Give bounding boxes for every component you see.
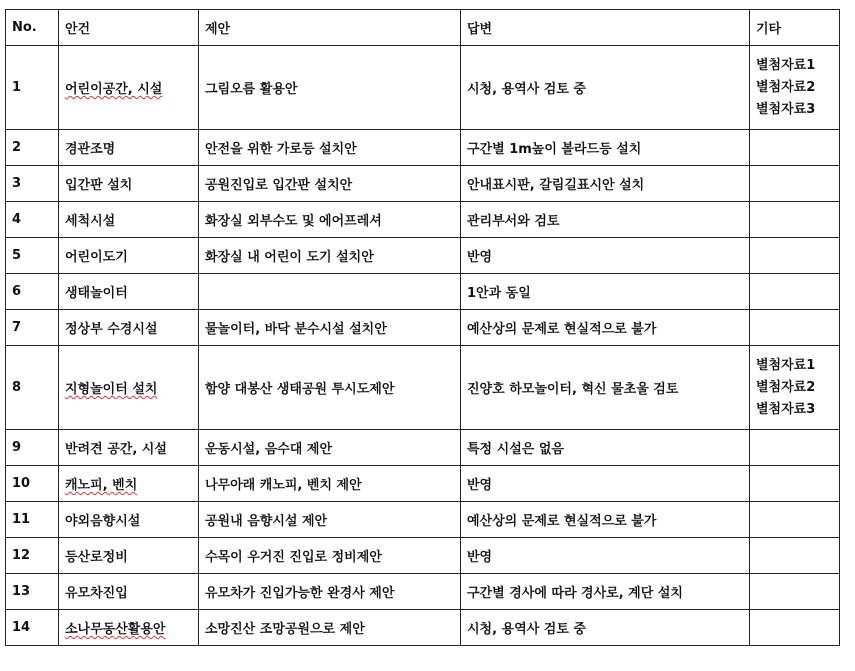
- cell-item-text: 어린이공간, 시설: [65, 82, 163, 97]
- cell-etc: [750, 430, 840, 466]
- cell-answer: [461, 310, 750, 346]
- cell-no: [6, 346, 59, 430]
- cell-proposal-text: 화장실 내 어린이 도기 설치안: [205, 250, 374, 265]
- cell-answer: [461, 502, 750, 538]
- table-row: [6, 130, 840, 166]
- cell-answer: [461, 130, 750, 166]
- cell-no-text: 4: [12, 212, 22, 227]
- cell-proposal-text: 그림오름 활용안: [205, 82, 298, 97]
- cell-proposal: [199, 538, 461, 574]
- table-row: [6, 430, 840, 466]
- cell-answer: [461, 574, 750, 610]
- table-body: [6, 46, 840, 646]
- cell-item-text: 입간판 설치: [65, 178, 133, 193]
- cell-proposal-text: 공원내 음향시설 제안: [205, 514, 328, 529]
- cell-no: [6, 202, 59, 238]
- cell-answer-text: 예산상의 문제로 현실적으로 불가: [467, 514, 657, 529]
- cell-no-text: 11: [12, 512, 31, 527]
- cell-answer-text: 예산상의 문제로 현실적으로 불가: [467, 322, 657, 337]
- header-etc: 기타: [750, 10, 840, 46]
- cell-item-text: 소나무동산활용안: [65, 622, 166, 637]
- cell-item: [59, 466, 199, 502]
- cell-no-text: 7: [12, 320, 22, 335]
- cell-item: [59, 202, 199, 238]
- header-proposal: 제안: [199, 10, 461, 46]
- cell-no-text: 13: [12, 584, 31, 599]
- cell-no: [6, 430, 59, 466]
- cell-no-text: 5: [12, 248, 22, 263]
- cell-answer: [461, 466, 750, 502]
- attachment-label: 별첨자료1: [756, 357, 816, 373]
- header-item: 안건: [59, 10, 199, 46]
- cell-item-text: 지형놀이터 설치: [65, 382, 158, 397]
- cell-no-text: 8: [12, 380, 22, 395]
- cell-proposal: [199, 466, 461, 502]
- cell-etc: [750, 166, 840, 202]
- cell-answer: [461, 610, 750, 646]
- table-row: [6, 310, 840, 346]
- cell-answer-text: 반영: [467, 478, 493, 493]
- cell-no-text: 9: [12, 440, 22, 455]
- cell-proposal-text: 수목이 우거진 진입로 정비제안: [205, 550, 382, 565]
- cell-no: [6, 130, 59, 166]
- cell-proposal: [199, 502, 461, 538]
- cell-answer-text: 특정 시설은 없음: [467, 442, 564, 457]
- cell-etc: [750, 310, 840, 346]
- cell-proposal-text: 물놀이터, 바닥 분수시설 설치안: [205, 322, 387, 337]
- cell-answer-text: 안내표시판, 갈림길표시안 설치: [467, 178, 645, 193]
- table-row: [6, 538, 840, 574]
- cell-answer: [461, 46, 750, 130]
- cell-no: [6, 502, 59, 538]
- proposal-table: [5, 9, 840, 646]
- cell-answer-text: 시청, 용역사 검토 중: [467, 622, 586, 637]
- cell-answer-text: 구간별 경사에 따라 경사로, 계단 설치: [467, 586, 683, 601]
- cell-etc: [750, 574, 840, 610]
- cell-item-text: 세척시설: [65, 214, 116, 229]
- table-row: [6, 166, 840, 202]
- header-no: No.: [6, 10, 59, 46]
- cell-proposal-text: 화장실 외부수도 및 에어프레셔: [205, 214, 382, 229]
- cell-item: [59, 610, 199, 646]
- table-row: [6, 610, 840, 646]
- cell-no-text: 6: [12, 284, 22, 299]
- cell-answer-text: 시청, 용역사 검토 중: [467, 82, 586, 97]
- table-row: [6, 202, 840, 238]
- cell-no: [6, 238, 59, 274]
- header-answer: 답변: [461, 10, 750, 46]
- cell-no-text: 10: [12, 476, 31, 491]
- cell-answer-text: 1안과 동일: [467, 286, 531, 301]
- cell-item: [59, 130, 199, 166]
- cell-answer-text: 구간별 1m높이 볼라드등 설치: [467, 142, 642, 157]
- cell-item: [59, 46, 199, 130]
- cell-item-text: 유모차진입: [65, 586, 128, 601]
- cell-item: [59, 538, 199, 574]
- cell-proposal-text: 나무아래 캐노피, 벤치 제안: [205, 478, 362, 493]
- table-row: [6, 46, 840, 130]
- cell-no: [6, 574, 59, 610]
- cell-proposal: [199, 274, 461, 310]
- attachment-label: 별첨자료2: [756, 379, 816, 395]
- attachment-label: 별첨자료1: [756, 57, 816, 73]
- cell-etc: [750, 274, 840, 310]
- cell-no-text: 2: [12, 140, 22, 155]
- cell-etc: [750, 238, 840, 274]
- cell-answer: [461, 430, 750, 466]
- table-row: [6, 502, 840, 538]
- cell-item-text: 생태놀이터: [65, 286, 128, 301]
- cell-no: [6, 466, 59, 502]
- cell-no: [6, 166, 59, 202]
- cell-etc: [750, 610, 840, 646]
- cell-proposal-text: 공원진입로 입간판 설치안: [205, 178, 353, 193]
- cell-answer: [461, 202, 750, 238]
- cell-etc: [750, 130, 840, 166]
- cell-no-text: 12: [12, 548, 31, 563]
- table-header-row: [6, 10, 840, 46]
- cell-no: [6, 610, 59, 646]
- cell-proposal: [199, 46, 461, 130]
- cell-proposal-text: 소망진산 조망공원으로 제안: [205, 622, 365, 637]
- cell-answer: [461, 274, 750, 310]
- table-row: [6, 466, 840, 502]
- cell-item: [59, 574, 199, 610]
- cell-etc: [750, 466, 840, 502]
- table-row: [6, 346, 840, 430]
- cell-item: [59, 502, 199, 538]
- cell-item-text: 어린이도기: [65, 250, 128, 265]
- cell-etc: [750, 538, 840, 574]
- cell-proposal: [199, 430, 461, 466]
- cell-item-text: 캐노피, 벤치: [65, 478, 138, 493]
- cell-item: [59, 430, 199, 466]
- cell-proposal: [199, 610, 461, 646]
- cell-no: [6, 310, 59, 346]
- cell-etc: [750, 46, 840, 130]
- cell-proposal-text: 운동시설, 음수대 제안: [205, 442, 333, 457]
- table-row: [6, 574, 840, 610]
- cell-item-text: 등산로정비: [65, 550, 128, 565]
- cell-proposal: [199, 574, 461, 610]
- cell-proposal-text: 안전을 위한 가로등 설치안: [205, 142, 357, 157]
- cell-proposal: [199, 346, 461, 430]
- cell-item-text: 반려견 공간, 시설: [65, 442, 167, 457]
- cell-no-text: 3: [12, 176, 22, 191]
- cell-item: [59, 346, 199, 430]
- cell-item-text: 정상부 수경시설: [65, 322, 158, 337]
- attachment-label: 별첨자료3: [756, 401, 816, 417]
- cell-etc: [750, 346, 840, 430]
- cell-no: [6, 46, 59, 130]
- cell-item-text: 경관조명: [65, 142, 116, 157]
- cell-answer-text: 반영: [467, 550, 493, 565]
- cell-answer: [461, 166, 750, 202]
- cell-item: [59, 166, 199, 202]
- cell-no-text: 1: [12, 80, 22, 95]
- table-row: [6, 238, 840, 274]
- cell-answer: [461, 346, 750, 430]
- table-row: [6, 274, 840, 310]
- cell-etc: [750, 502, 840, 538]
- attachment-label: 별첨자료3: [756, 101, 816, 117]
- cell-item: [59, 238, 199, 274]
- cell-answer-text: 진양호 하모놀이터, 혁신 물초울 검토: [467, 382, 679, 397]
- cell-answer-text: 반영: [467, 250, 493, 265]
- cell-proposal: [199, 310, 461, 346]
- cell-proposal: [199, 130, 461, 166]
- cell-proposal-text: 함양 대봉산 생태공원 투시도제안: [205, 382, 395, 397]
- cell-proposal: [199, 238, 461, 274]
- cell-proposal: [199, 166, 461, 202]
- cell-no: [6, 538, 59, 574]
- cell-answer-text: 관리부서와 검토: [467, 214, 560, 229]
- cell-answer: [461, 538, 750, 574]
- cell-answer: [461, 238, 750, 274]
- attachment-label: 별첨자료2: [756, 79, 816, 95]
- cell-no: [6, 274, 59, 310]
- cell-proposal-text: 유모차가 진입가능한 완경사 제안: [205, 586, 395, 601]
- cell-etc: [750, 202, 840, 238]
- cell-item: [59, 274, 199, 310]
- cell-item: [59, 310, 199, 346]
- cell-no-text: 14: [12, 620, 31, 635]
- cell-item-text: 야외음향시설: [65, 514, 141, 529]
- cell-proposal: [199, 202, 461, 238]
